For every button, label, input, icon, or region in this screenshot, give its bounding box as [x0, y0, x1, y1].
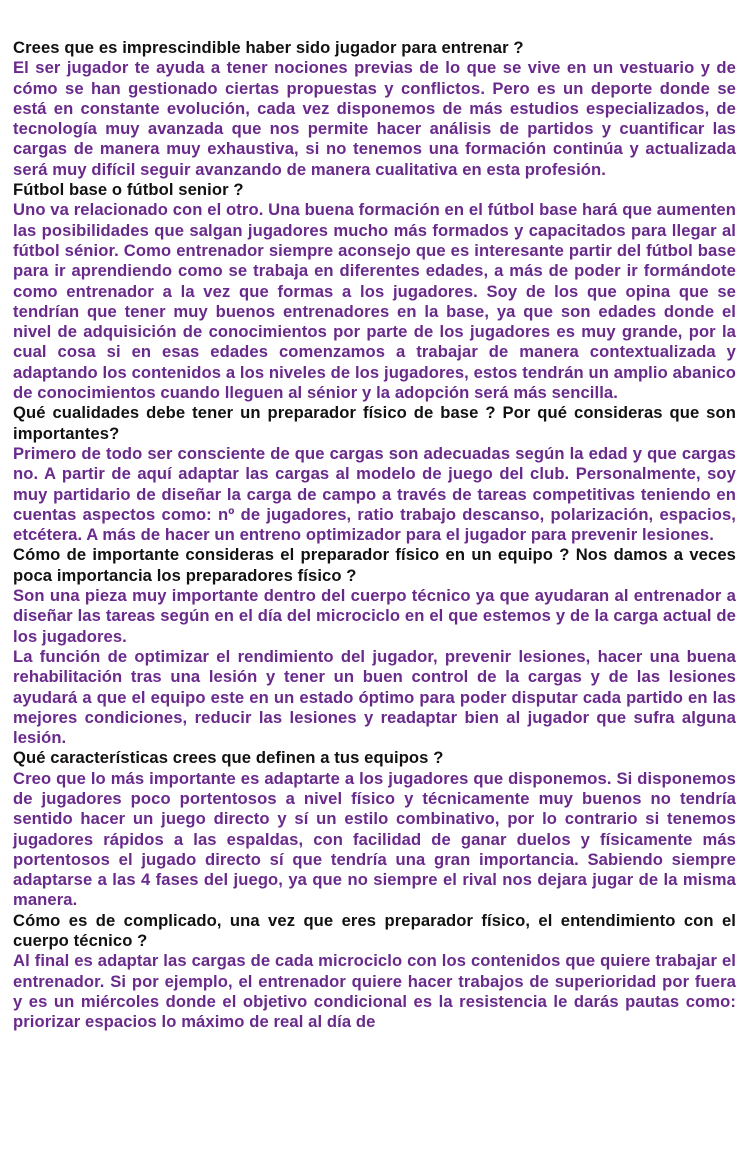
- answer-3: Primero de todo ser consciente de que cargas son adecuadas según la edad y que cargas no. A partir de aquí adaptar las cargas al modelo de juego del club. Personalmente, soy muy partidario de diseñar la carga de campo a través de tareas competitivas teniendo en cuentas aspectos como: nº de jugadores, ratio trabajo descanso, polarización, espacios, etcétera. A más de hacer un entreno optimizador para el jugador para prevenir lesiones.: [13, 443, 736, 545]
- question-1: Crees que es imprescindible haber sido jugador para entrenar ?: [13, 38, 524, 57]
- answer-6: Al final es adaptar las cargas de cada microciclo con los contenidos que quiere trabajar el entrenador. Si por ejemplo, el entrenador quiere hacer trabajos de superioridad por fuera y es un miércoles donde el objetivo condicional es la resistencia le darás pautas como: priorizar espacios lo máximo de real al día de: [13, 951, 736, 1032]
- question-6: Cómo es de complicado, una vez que eres preparador físico, el entendimiento con el cuerpo técnico ?: [13, 910, 736, 951]
- question-2: Fútbol base o fútbol senior ?: [13, 180, 244, 200]
- answer-2: Uno va relacionado con el otro. Una buena formación en el fútbol base hará que aumenten las posibilidades que salgan jugadores mucho más formados y capacitados para llegar al fútbol sénior. Como entrenador siempre aconsejo que es interesante partir del fútbol base para ir aprendiendo como se trabaja en diferentes edades, a más de poder ir formándote como entrenador a la vez que formas a los jugadores. Soy de los que opina que se tendrían que tener muy buenos entrenadores en la base, ya que son edades donde el nivel de adquisición de conocimientos por parte de los jugadores es muy grande, por la cual cosa si en esas edades comenzamos a trabajar de manera contextualizada y adaptando los contenidos a los niveles de los jugadores, estos tendrán un amplio abanico de conocimientos cuando lleguen al sénior y la adopción será más sencilla.: [13, 200, 736, 403]
- question-3: Qué cualidades debe tener un preparador físico de base ? Por qué consideras que son importantes?: [13, 403, 736, 443]
- answer-4-part-1: Son una pieza muy importante dentro del cuerpo técnico ya que ayudaran al entrenador a diseñar las tareas según en el día del microciclo en el que estemos y de la carga actual de los jugadores.: [13, 586, 736, 646]
- answer-5: Creo que lo más importante es adaptarte a los jugadores que disponemos. Si disponemos de jugadores poco portentosos a nivel físico y técnicamente muy buenos no tendría sentido hacer un juego directo y sí un estilo combinativo, por lo contrario si tenemos jugadores rápidos a las espaldas, con facilidad de ganar duelos y físicamente más portentosos el jugado directo sí que tendría una gran importancia. Sabiendo siempre adaptarse a las 4 fases del juego, ya que no siempre el rival nos dejara jugar de la misma manera.: [13, 768, 736, 910]
- answer-4-part-2: La función de optimizar el rendimiento del jugador, prevenir lesiones, hacer una buena rehabilitación tras una lesión y tener un buen control de la cargas y de las lesiones ayudará a que el equipo este en un estado óptimo para poder disputar cada partido en las mejores condiciones, reducir las lesiones y readaptar bien al jugador que sufra alguna lesión.: [13, 646, 736, 748]
- answer-1: El ser jugador te ayuda a tener nociones previas de lo que se vive en un vestuario y de cómo se han gestionado ciertas propuestas y conflictos. Pero es un deporte donde se está en constante evolución, cada vez disponemos de más estudios especializados, de tecnología muy avanzada que nos permite hacer análisis de partidos y cuantificar las cargas de manera muy exhaustiva, si no tenemos una formación continúa y actualizada será muy difícil seguir avanzando de manera cualitativa en esta profesión.: [13, 58, 736, 179]
- question-5: Qué características crees que definen a tus equipos ?: [13, 748, 444, 768]
- interview-text: [13, 38, 736, 1033]
- question-4: Cómo de importante consideras el preparador físico en un equipo ? Nos damos a veces poca importancia los preparadores físico ?: [13, 545, 736, 585]
